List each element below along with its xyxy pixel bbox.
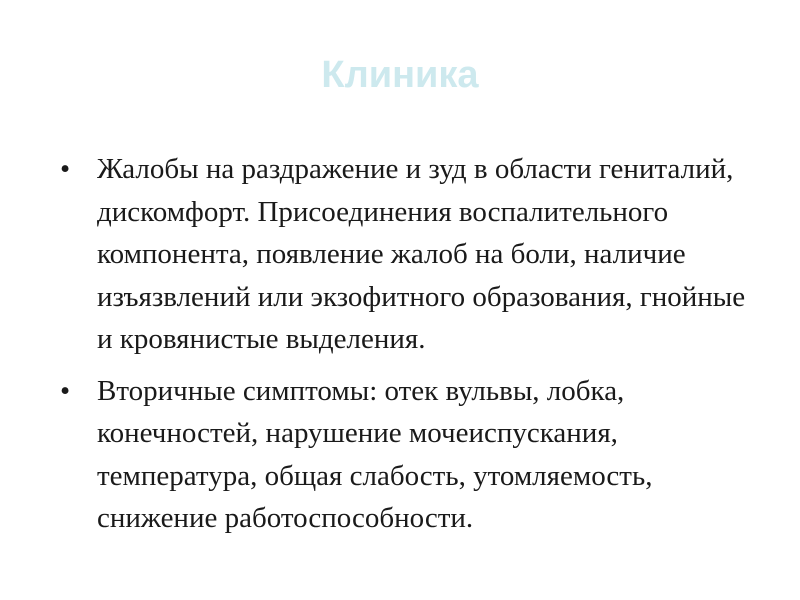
list-item (60, 370, 760, 540)
bullet-icon: • (60, 374, 71, 407)
slide-title: Клиника (321, 54, 479, 96)
bullet-text: Жалобы на раздражение и зуд в области гениталий, дискомфорт. Присоединения воспалительного компонента, появление жалоб на боли, наличие изъязвлений или экзофитного образования, гнойные и кровянистые выделения. (97, 153, 746, 355)
bullet-text: Вторичные симптомы: отек вульвы, лобка, конечностей, нарушение мочеиспускания, температура, общая слабость, утомляемость, снижение работоспособности. (97, 374, 653, 534)
bullet-icon: • (60, 153, 71, 185)
bullet-list (60, 148, 760, 549)
list-item (60, 148, 760, 361)
